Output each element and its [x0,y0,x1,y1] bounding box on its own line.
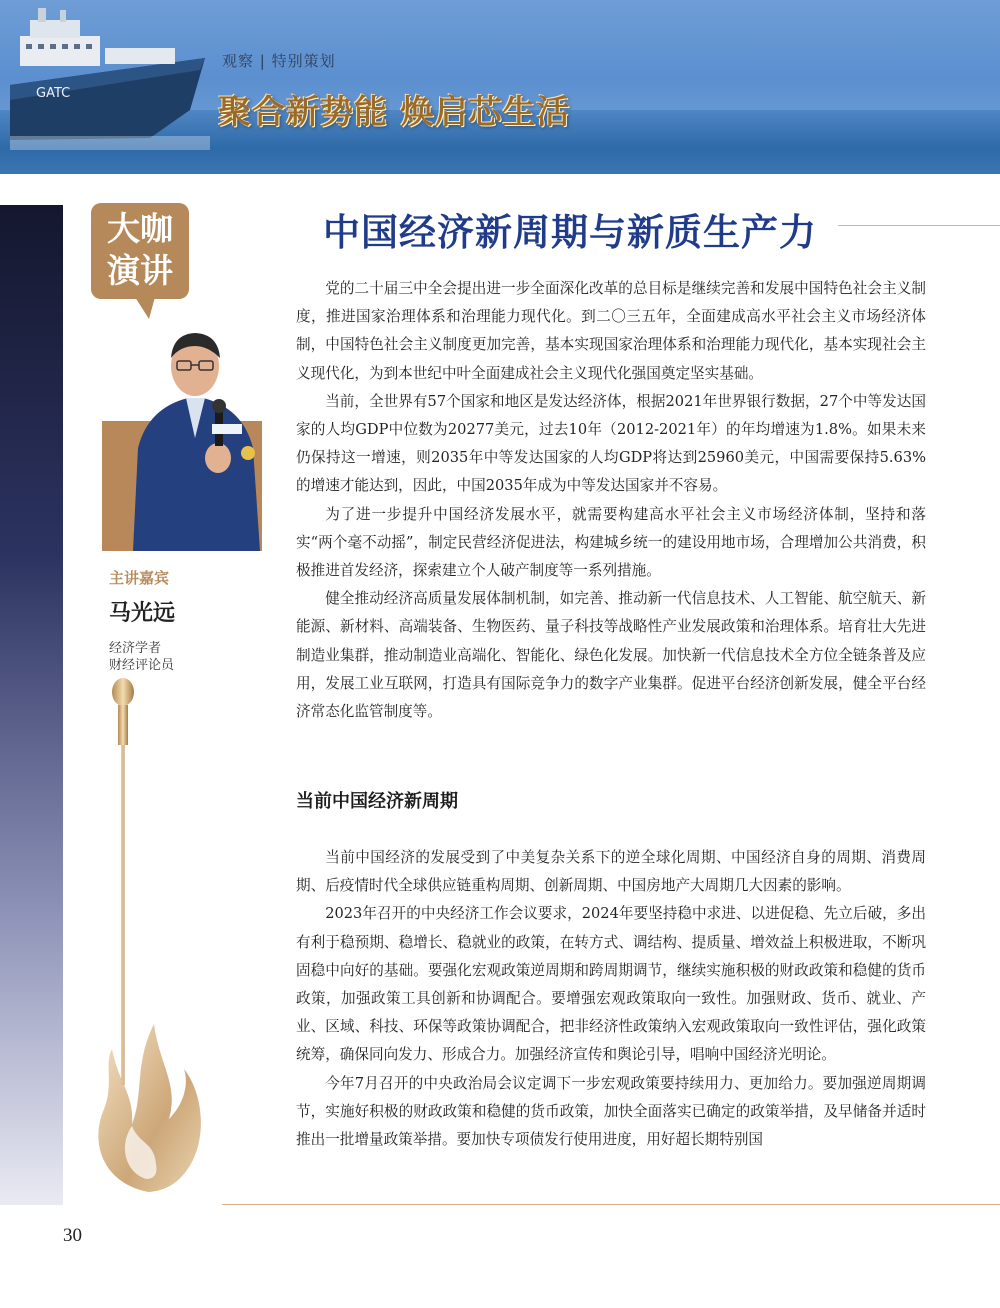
body-paragraph: 当前中国经济的发展受到了中美复杂关系下的逆全球化周期、中国经济自身的周期、消费周期、后疫情时代全球供应链重构周期、创新周期、中国房地产大周期几大因素的影响。 [296,849,926,895]
section-heading: 当前中国经济新周期 [296,791,458,812]
body-paragraph: 为了进一步提升中国经济发展水平，就需要构建高水平社会主义市场经济体制，坚持和落实“两个毫不动摇”，制定民营经济促进法，构建城乡统一的建设用地市场，合理增加公共消费，积极推进首发经济，探索建立个人破产制度等一系列措施。 [296,505,926,580]
footer-divider [222,1204,1000,1205]
column-tag-line1: 大咖 [107,209,173,248]
column-tag-line2: 演讲 [107,251,173,290]
speaker-title-2: 财经评论员 [109,658,175,673]
body-paragraph: 2023年召开的中央经济工作会议要求，2024年要坚持稳中求进、以进促稳、先立后破，多出有利于稳预期、稳增长、稳就业的政策，在转方式、调结构、提质量、增效益上积极进取，不断巩固稳中向好的基础。要强化宏观政策逆周期和跨周期调节，继续实施积极的财政政策和稳健的货币政策，加强政策工具创新和协调配合。要增强宏观政策取向一致性。加强财政、货币、就业、产业、区域、科技、环保等政策协调配合，把非经济性政策纳入宏观政策取向一致性评估，强化政策统筹，确保同向发力、形成合力。加强经济宣传和舆论引导，唱响中国经济光明论。 [296,905,926,1064]
intro-body [296,275,926,726]
banner-slogan: 聚合新势能 焕启芯生活 [218,92,571,131]
title-divider [838,225,1000,226]
column-tag [91,203,189,299]
body-paragraph: 今年7月召开的中央政治局会议定调下一步宏观政策要持续用力、更加给力。要加强逆周期调节，实施好积极的财政政策和稳健的货币政策，加快全面落实已确定的政策举措，及早储备并适时推出一批增量政策举措。要加快专项债发行使用进度，用好超长期特别国 [296,1074,926,1149]
section-body [296,844,926,1154]
article-title: 中国经济新周期与新质生产力 [323,211,817,254]
speaker-name: 马光远 [109,601,176,626]
body-paragraph: 当前，全世界有57个国家和地区是发达经济体，根据2021年世界银行数据，27个中等发达国家的人均GDP中位数为20277美元，过去10年（2012-2021年）的年均增速为1.8%。如果未来仍保持这一增速，则2035年中等发达国家的人均GDP将达到25960美元，中国需要保持5.63%的增速才能达到，因此，中国2035年成为中等发达国家并不容易。 [296,392,926,495]
ship-logo: GATC [36,86,71,101]
header-banner [0,0,1000,174]
body-paragraph: 党的二十届三中全会提出进一步全面深化改革的总目标是继续完善和发展中国特色社会主义制度，推进国家治理体系和治理能力现代化。到二〇三五年，全面建成高水平社会主义市场经济体制，中国特色社会主义制度更加完善，基本实现国家治理体系和治理能力现代化，基本实现社会主义现代化，为到本世纪中叶全面建成社会主义现代化强国奠定坚实基础。 [296,280,926,382]
left-gradient-bar [0,205,63,1205]
ship-illustration [0,0,230,174]
column-tag-pointer [135,297,155,319]
page-number: 30 [63,1225,82,1246]
flame-decoration [84,1014,214,1194]
speaker-title-1: 经济学者 [109,641,162,656]
body-paragraph: 健全推动经济高质量发展体制机制，如完善、推动新一代信息技术、人工智能、航空航天、新能源、新材料、高端装备、生物医药、量子科技等战略性产业发展政策和治理体系。培育壮大先进制造业集群，推动制造业高端化、智能化、绿色化发展。加快新一代信息技术全方位全链条普及应用，发展工业互联网，打造具有国际竞争力的数字产业集群。促进平台经济创新发展，健全平台经济常态化监管制度等。 [296,590,926,721]
speaker-photo [128,328,263,551]
section-category: 观察 | 特别策划 [222,52,336,70]
speaker-role-label: 主讲嘉宾 [109,569,170,587]
